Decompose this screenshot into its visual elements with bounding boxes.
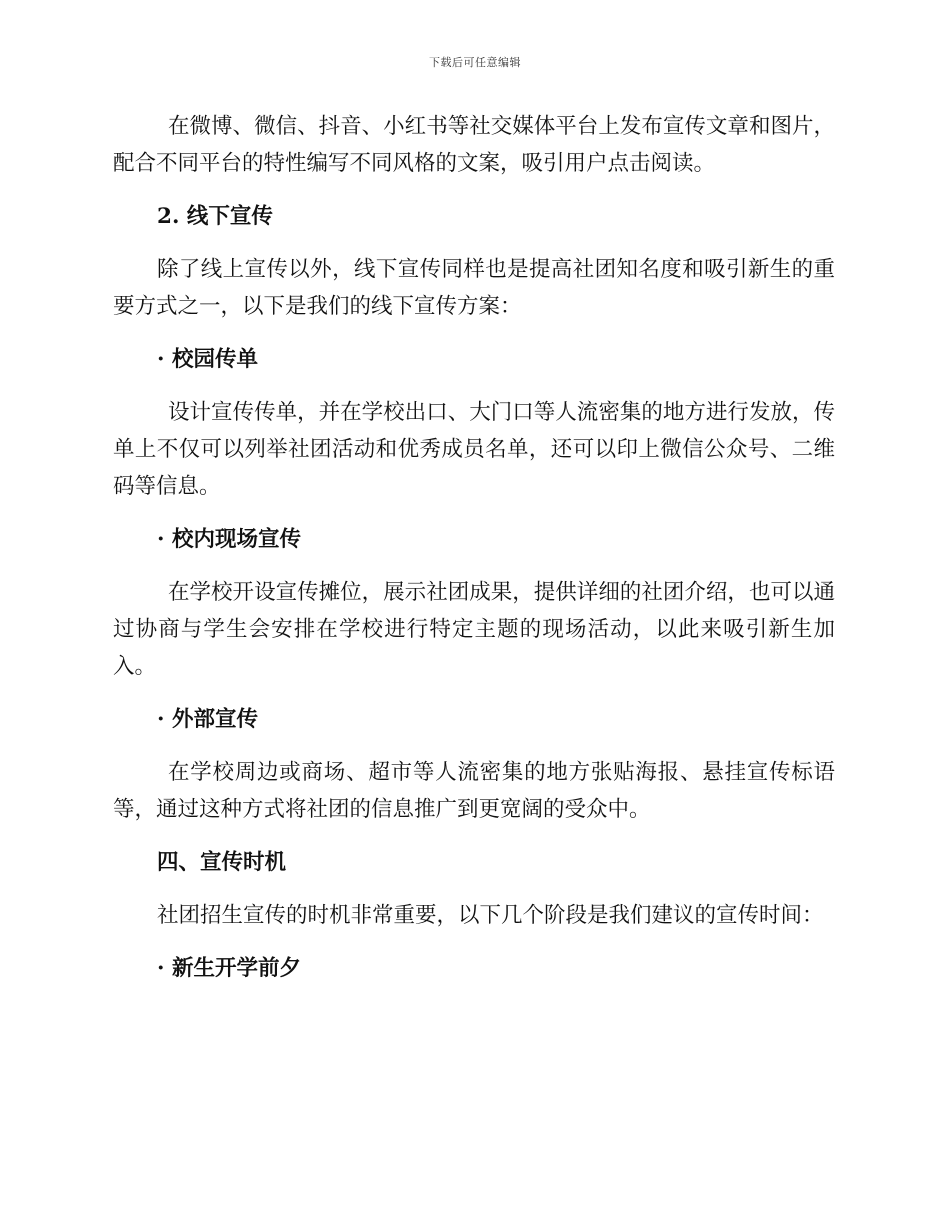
document-body	[113, 108, 835, 987]
heading-before-semester: · 新生开学前夕	[157, 956, 301, 981]
paragraph-campus-flyers: 设计宣传传单，并在学校出口、大门口等人流密集的地方进行发放，传单上不仅可以列举社团活动和优秀成员名单，还可以印上微信公众号、二维码等信息。	[113, 400, 835, 499]
paragraph-offline-intro: 除了线上宣传以外，线下宣传同样也是提高社团知名度和吸引新生的重要方式之一，以下是我们的线下宣传方案：	[113, 257, 835, 319]
heading-campus-flyers: · 校园传单	[157, 347, 258, 372]
paragraph-social-media: 在微博、微信、抖音、小红书等社交媒体平台上发布宣传文章和图片，配合不同平台的特性编写不同风格的文案，吸引用户点击阅读。	[113, 114, 835, 176]
heading-promotion-timing: 四、宣传时机	[157, 850, 287, 875]
paragraph-external-promotion: 在学校周边或商场、超市等人流密集的地方张贴海报、悬挂宣传标语等，通过这种方式将社团的信息推广到更宽阔的受众中。	[113, 760, 835, 822]
heading-external-promotion: · 外部宣传	[157, 707, 258, 732]
paragraph-onsite-promotion: 在学校开设宣传摊位，展示社团成果，提供详细的社团介绍，也可以通过协商与学生会安排在学校进行特定主题的现场活动，以此来吸引新生加入。	[113, 580, 835, 679]
paragraph-promotion-timing: 社团招生宣传的时机非常重要，以下几个阶段是我们建议的宣传时间：	[157, 903, 824, 928]
heading-offline-promotion: 2. 线下宣传	[157, 204, 273, 229]
heading-onsite-promotion: · 校内现场宣传	[157, 527, 301, 552]
page-header: 下载后可任意编辑	[429, 56, 521, 69]
